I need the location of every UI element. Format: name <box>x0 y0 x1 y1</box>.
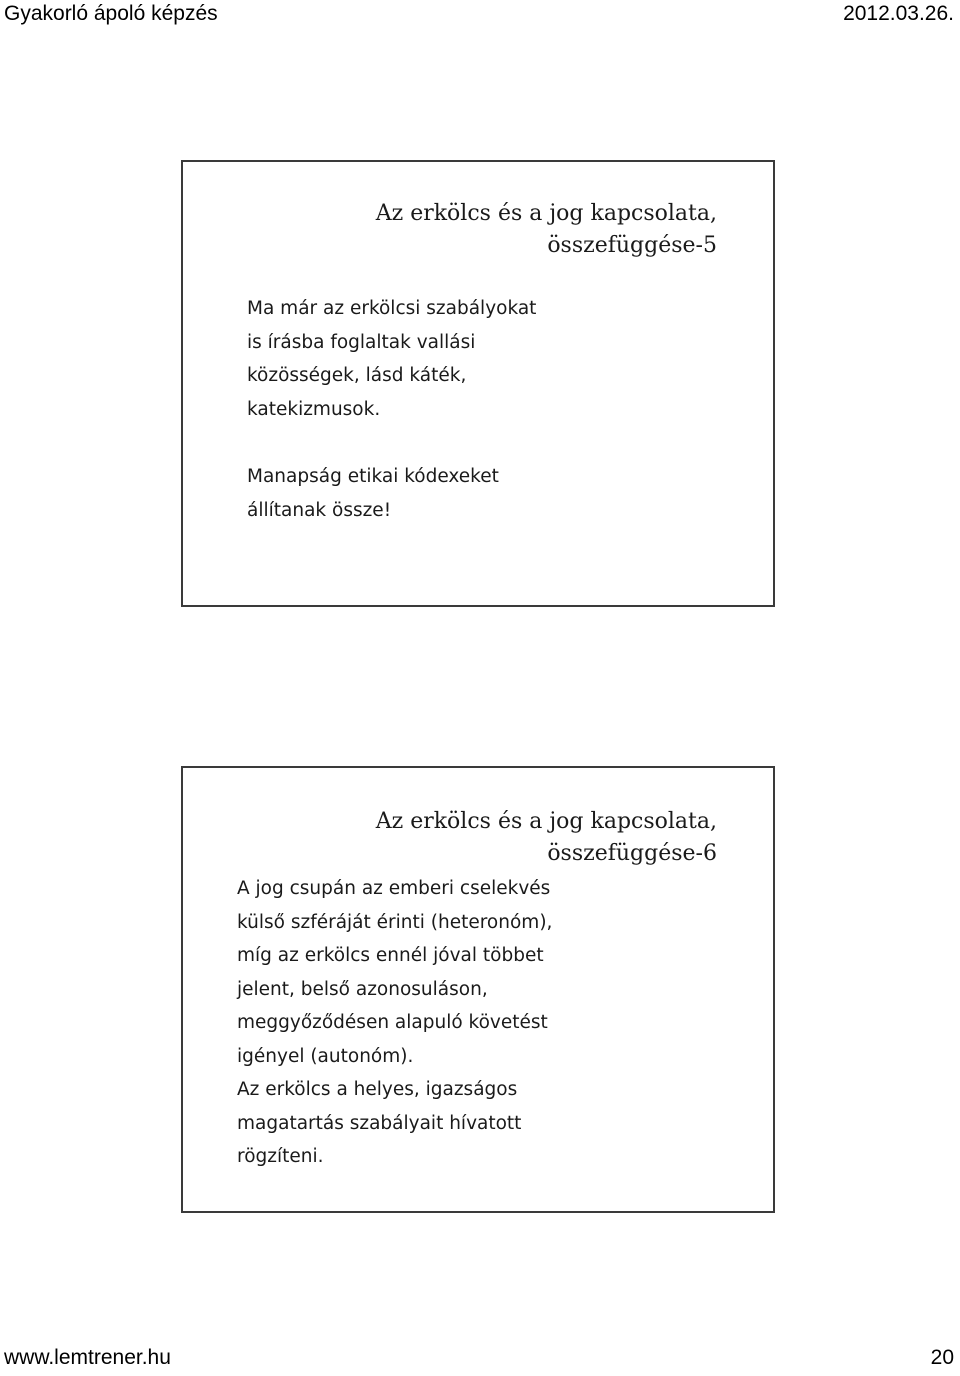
text-line: Az erkölcs a helyes, igazságos <box>237 1079 518 1100</box>
footer-website: www.lemtrener.hu <box>4 1346 171 1369</box>
paragraph <box>247 460 587 527</box>
text-line: katekizmusok. <box>247 398 381 420</box>
text-line: is írásba foglaltak vallási <box>247 331 476 353</box>
slide-body <box>237 872 617 1174</box>
text-line: jelent, belső azonosuláson, <box>237 978 488 1000</box>
header-date: 2012.03.26. <box>843 2 954 25</box>
text-line: míg az erkölcs ennél jóval többet <box>237 945 544 966</box>
page-number: 20 <box>930 1346 954 1369</box>
paragraph <box>237 1073 617 1174</box>
slide-title-line: összefüggése-6 <box>547 841 717 866</box>
slide-body <box>247 292 587 527</box>
text-line: állítanak össze! <box>247 499 392 521</box>
text-line: A jog csupán az emberi cselekvés <box>237 878 551 899</box>
text-line: közösségek, lásd káték, <box>247 365 467 386</box>
slide-2 <box>181 766 775 1213</box>
text-line: külső szféráját érinti (heteronóm), <box>237 911 553 933</box>
paragraph <box>247 292 587 426</box>
slide-title <box>376 198 717 262</box>
slide-1 <box>181 160 775 607</box>
slide-title-line: összefüggése-5 <box>547 233 717 258</box>
text-line: magatartás szabályait hívatott <box>237 1112 522 1134</box>
slide-title <box>376 806 717 870</box>
slide-title-line: Az erkölcs és a jog kapcsolata, <box>375 201 717 226</box>
text-line: igényel (autonóm). <box>237 1045 414 1067</box>
text-line: rögzíteni. <box>237 1146 324 1167</box>
text-line: meggyőződésen alapuló követést <box>237 1012 548 1033</box>
paragraph <box>237 872 617 1073</box>
text-line: Manapság etikai kódexeket <box>247 466 499 487</box>
slide-title-line: Az erkölcs és a jog kapcsolata, <box>375 809 717 834</box>
text-line: Ma már az erkölcsi szabályokat <box>247 298 537 319</box>
header-course-title: Gyakorló ápoló képzés <box>4 2 218 25</box>
